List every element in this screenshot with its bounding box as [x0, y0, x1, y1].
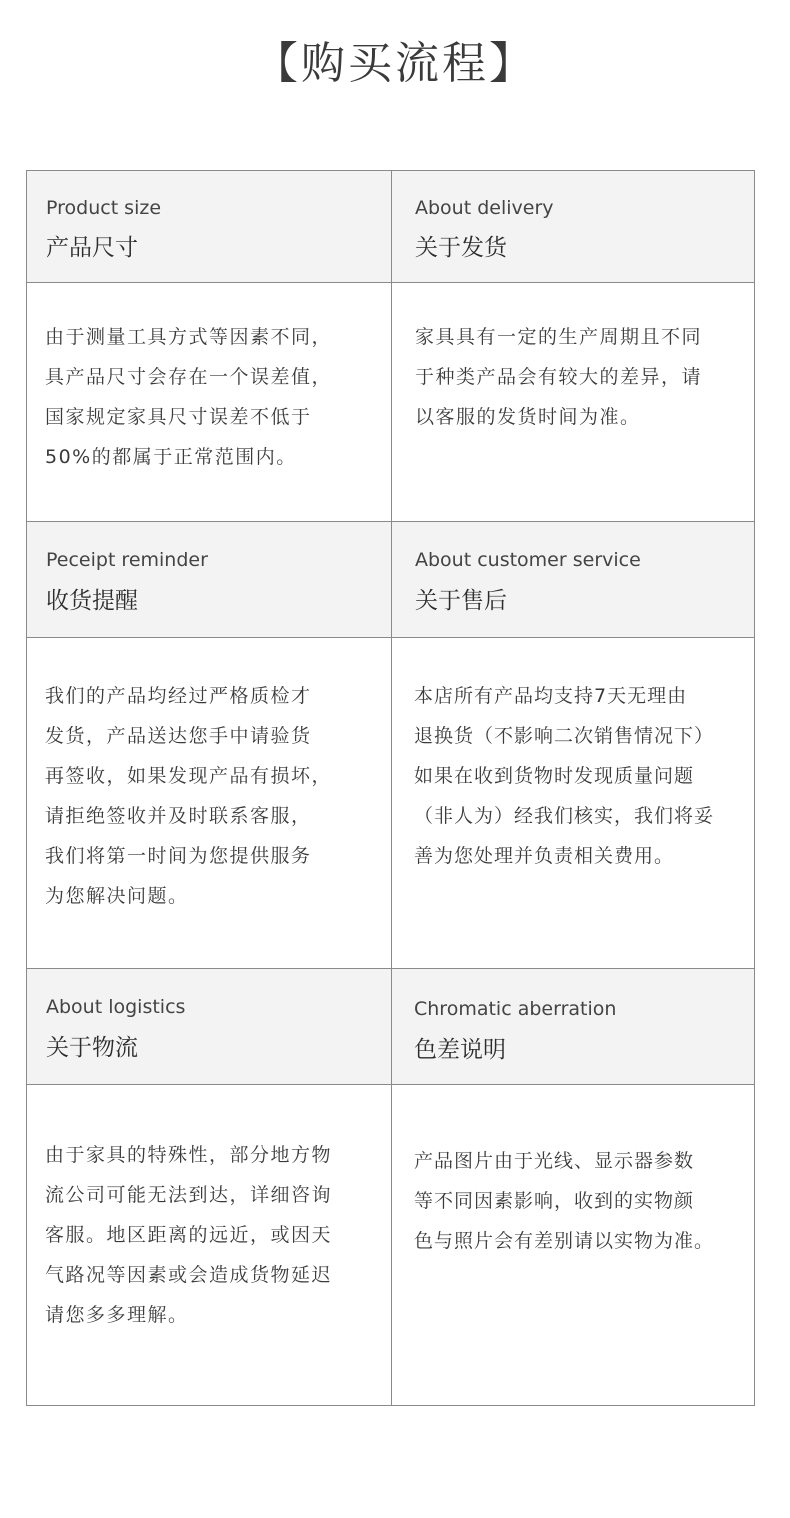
section-body-text: 产品图片由于光线、显示器参数 等不同因素影响，收到的实物颜 色与照片会有差别请以实物为准。: [414, 1150, 715, 1252]
section-heading-en: Peceipt reminder: [46, 549, 208, 571]
section-header-about-customer-service: [392, 522, 754, 638]
section-header-receipt-reminder: [27, 522, 392, 638]
section-body-text: 由于家具的特殊性，部分地方物 流公司可能无法到达，详细咨询 客服。地区距离的远近，或因天 气路况等因素或会造成货物延迟 请您多多理解。: [45, 1144, 333, 1326]
section-header-about-delivery: [392, 171, 754, 283]
section-body-text: 本店所有产品均支持7天无理由 退换货（不影响二次销售情况下） 如果在收到货物时发现质量问题 （非人为）经我们核实，我们将妥 善为您处理并负责相关费用。: [414, 685, 715, 867]
section-body-receipt-reminder: [27, 638, 392, 969]
section-heading-cn: 关于物流: [46, 1035, 138, 1061]
section-heading-en: Chromatic aberration: [414, 998, 617, 1020]
section-header-product-size: [27, 171, 392, 283]
section-header-chromatic-aberration: [392, 969, 754, 1085]
section-heading-en: About delivery: [415, 197, 554, 219]
section-body-product-size: [27, 283, 392, 522]
section-body-text: 家具具有一定的生产周期且不同 于种类产品会有较大的差异，请 以客服的发货时间为准。: [415, 326, 703, 428]
section-heading-cn: 收货提醒: [46, 588, 138, 614]
section-heading-en: Product size: [46, 197, 162, 219]
page-title: 【购买流程】: [254, 38, 536, 89]
section-heading-en: About customer service: [415, 549, 641, 571]
section-body-chromatic-aberration: [392, 1085, 754, 1405]
section-body-about-delivery: [392, 283, 754, 522]
section-body-text: 我们的产品均经过严格质检才 发货，产品送达您手中请验货 再签收，如果发现产品有损坏， 请拒绝签收并及时联系客服， 我们将第一时间为您提供服务 为您解决问题。: [45, 685, 333, 907]
section-heading-cn: 色差说明: [414, 1037, 506, 1063]
section-heading-cn: 产品尺寸: [46, 235, 138, 261]
purchase-process-table: [26, 170, 755, 1406]
section-heading-cn: 关于售后: [415, 588, 507, 614]
section-heading-cn: 关于发货: [415, 235, 507, 261]
section-body-about-customer-service: [392, 638, 754, 969]
section-header-about-logistics: [27, 969, 392, 1085]
section-heading-en: About logistics: [46, 996, 186, 1018]
section-body-about-logistics: [27, 1085, 392, 1405]
section-body-text: 由于测量工具方式等因素不同， 具产品尺寸会存在一个误差值， 国家规定家具尺寸误差不低于 50%的都属于正常范围内。: [45, 326, 333, 468]
